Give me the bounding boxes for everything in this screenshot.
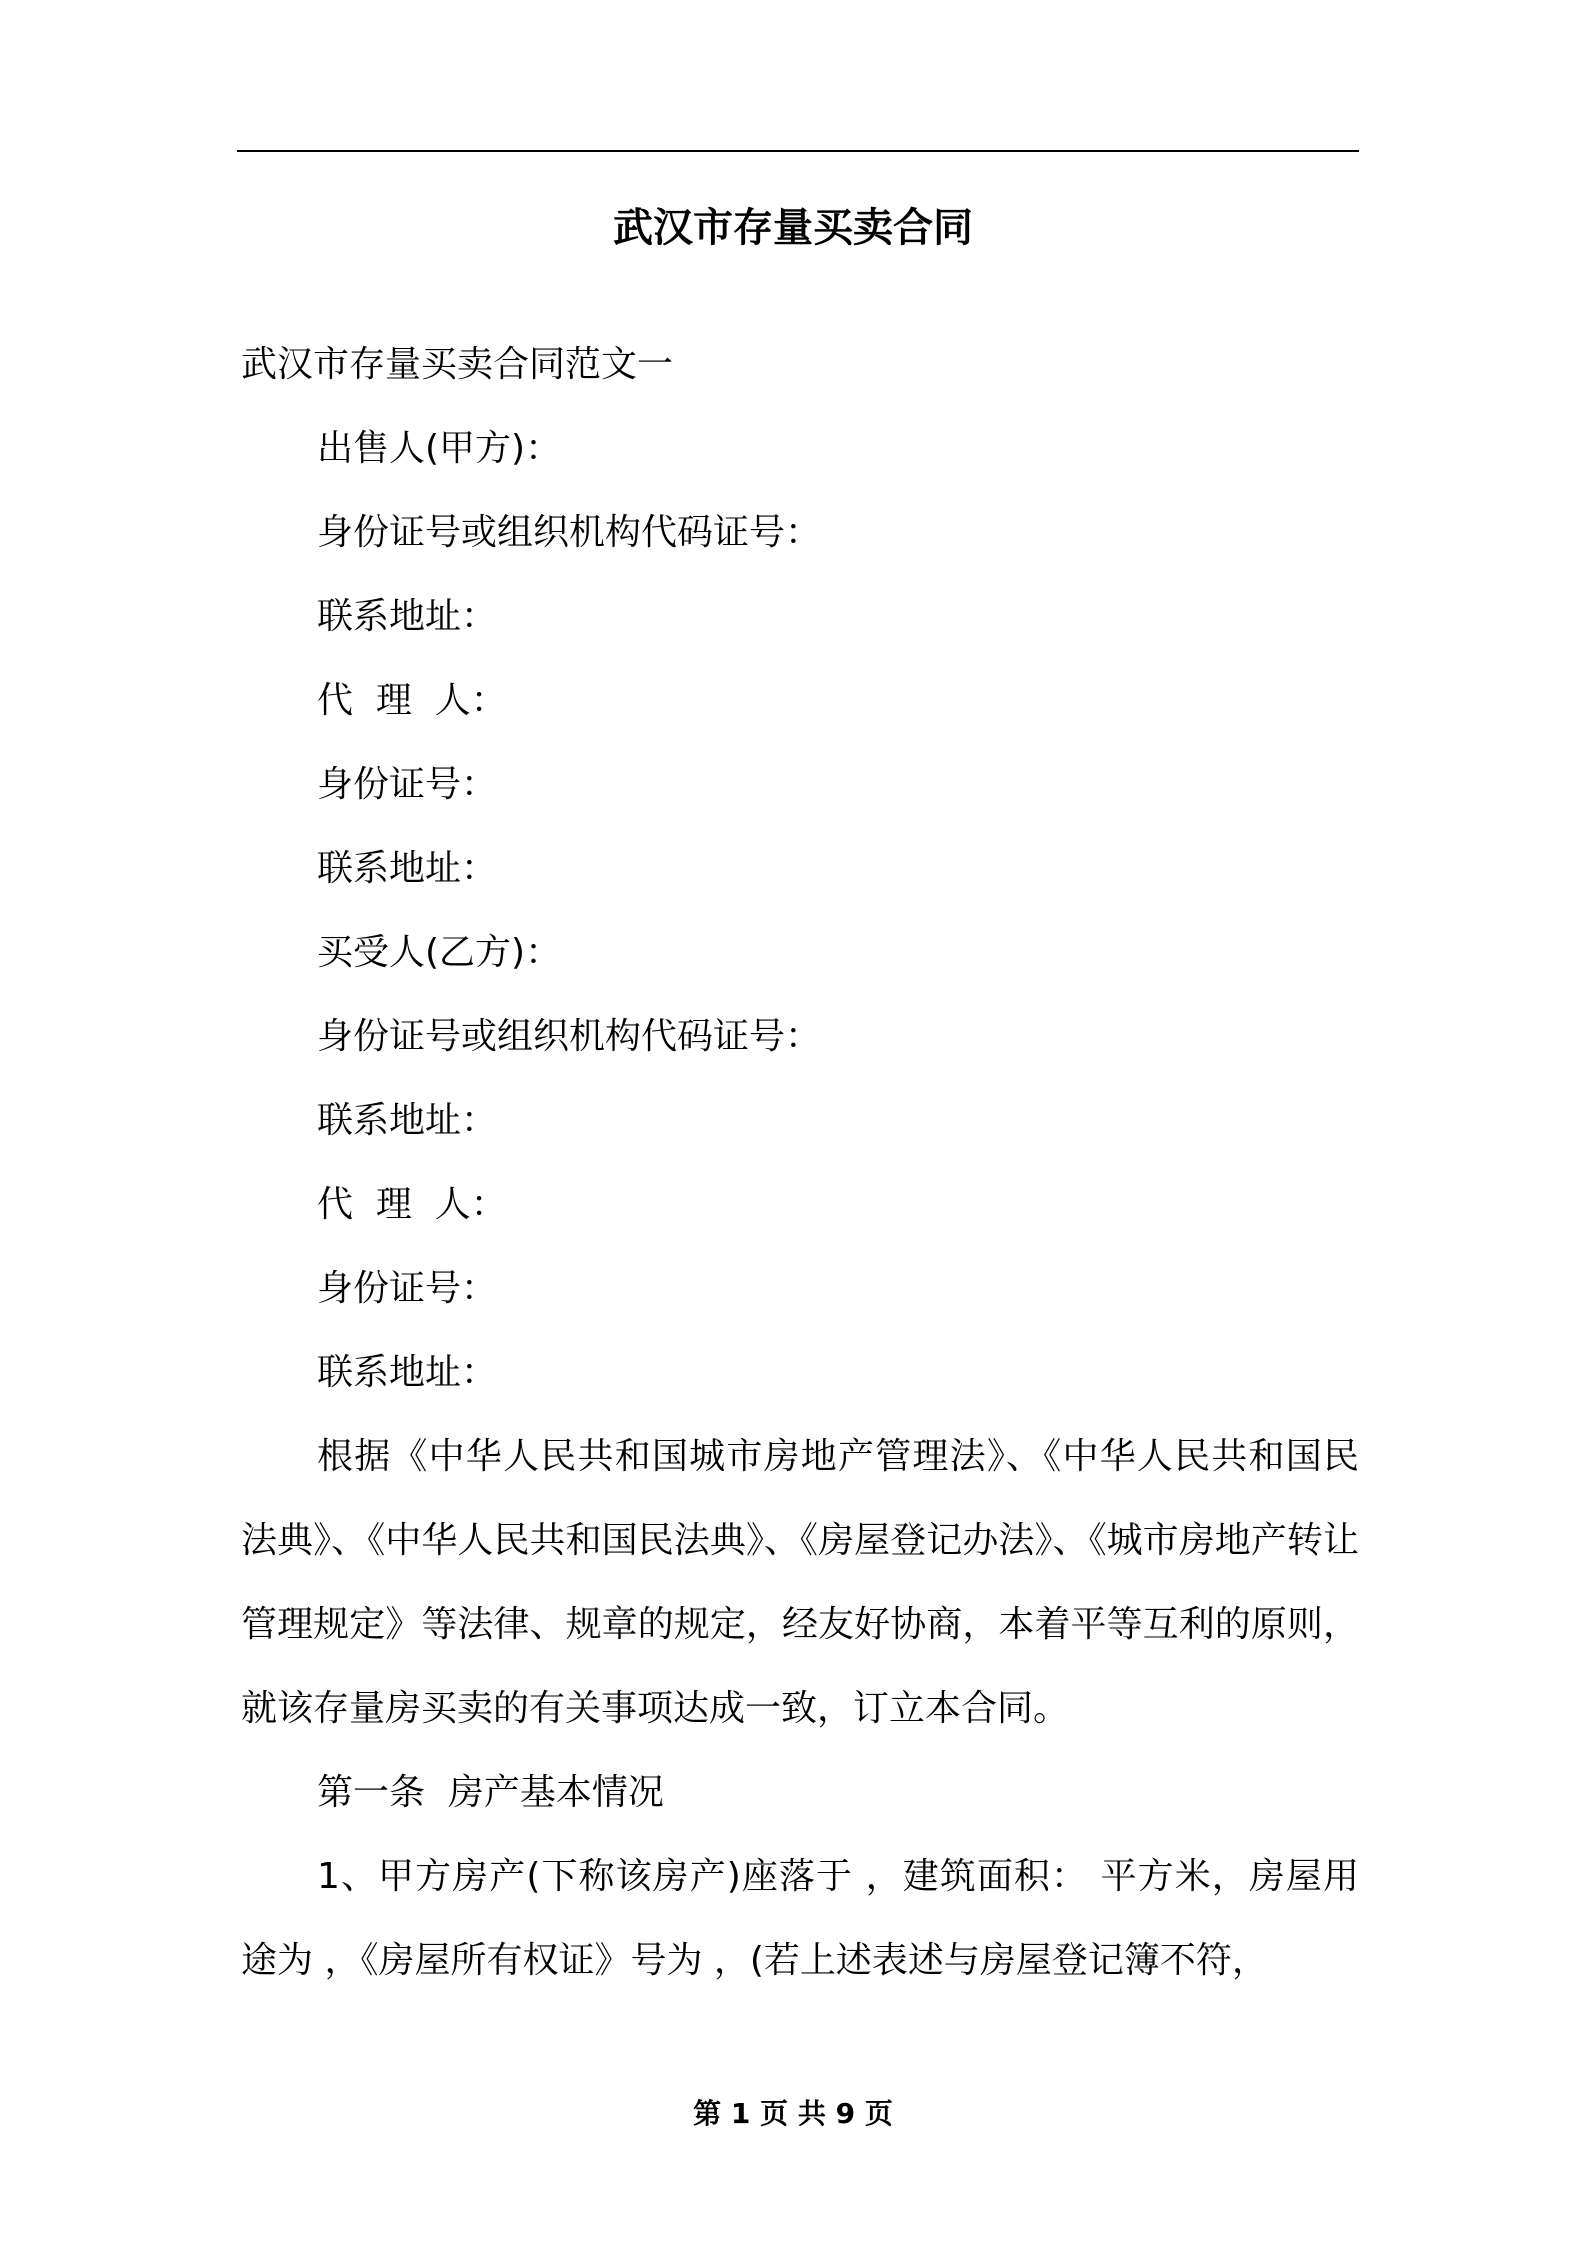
seller-agent-id-label: 身份证号： xyxy=(317,764,498,805)
document-title: 武汉市存量买卖合同 xyxy=(613,205,973,251)
seller-label: 出售人(甲方)： xyxy=(317,428,562,469)
buyer-address-label: 联系地址： xyxy=(317,1100,498,1141)
subtitle: 武汉市存量买卖合同范文一 xyxy=(241,344,674,385)
buyer-agent-address-label: 联系地址： xyxy=(317,1352,498,1393)
buyer-agent-id-label: 身份证号： xyxy=(317,1268,498,1309)
buyer-id-label: 身份证号或组织机构代码证号： xyxy=(317,1016,822,1057)
buyer-agent-label: 代 理 人： xyxy=(317,1184,507,1225)
seller-id-label: 身份证号或组织机构代码证号： xyxy=(317,512,822,553)
seller-agent-label: 代 理 人： xyxy=(317,680,507,721)
article-one-item-1: 1、甲方房产(下称该房产)座落于 ，建筑面积： 平方米，房屋用途为 ，《房屋所有权证》号为 ，(若上述表述与房屋登记簿不符， xyxy=(241,1856,1359,1981)
header-rule xyxy=(237,150,1359,152)
buyer-label: 买受人(乙方)： xyxy=(317,932,562,973)
seller-address-label: 联系地址： xyxy=(317,596,498,637)
seller-agent-address-label: 联系地址： xyxy=(317,848,498,889)
article-one-heading: 第一条 房产基本情况 xyxy=(317,1772,664,1813)
legal-basis-paragraph: 根据《中华人民共和国城市房地产管理法》、《中华人民共和国民法典》、《中华人民共和国民法典》、《房屋登记办法》、《城市房地产转让管理规定》等法律、规章的规定，经友好协商，本着平等互利的原则，就该存量房买卖的有关事项达成一致，订立本合同。 xyxy=(241,1436,1359,1729)
page-indicator: 第 1 页 共 9 页 xyxy=(693,2097,893,2130)
document-body xyxy=(241,323,1359,2003)
